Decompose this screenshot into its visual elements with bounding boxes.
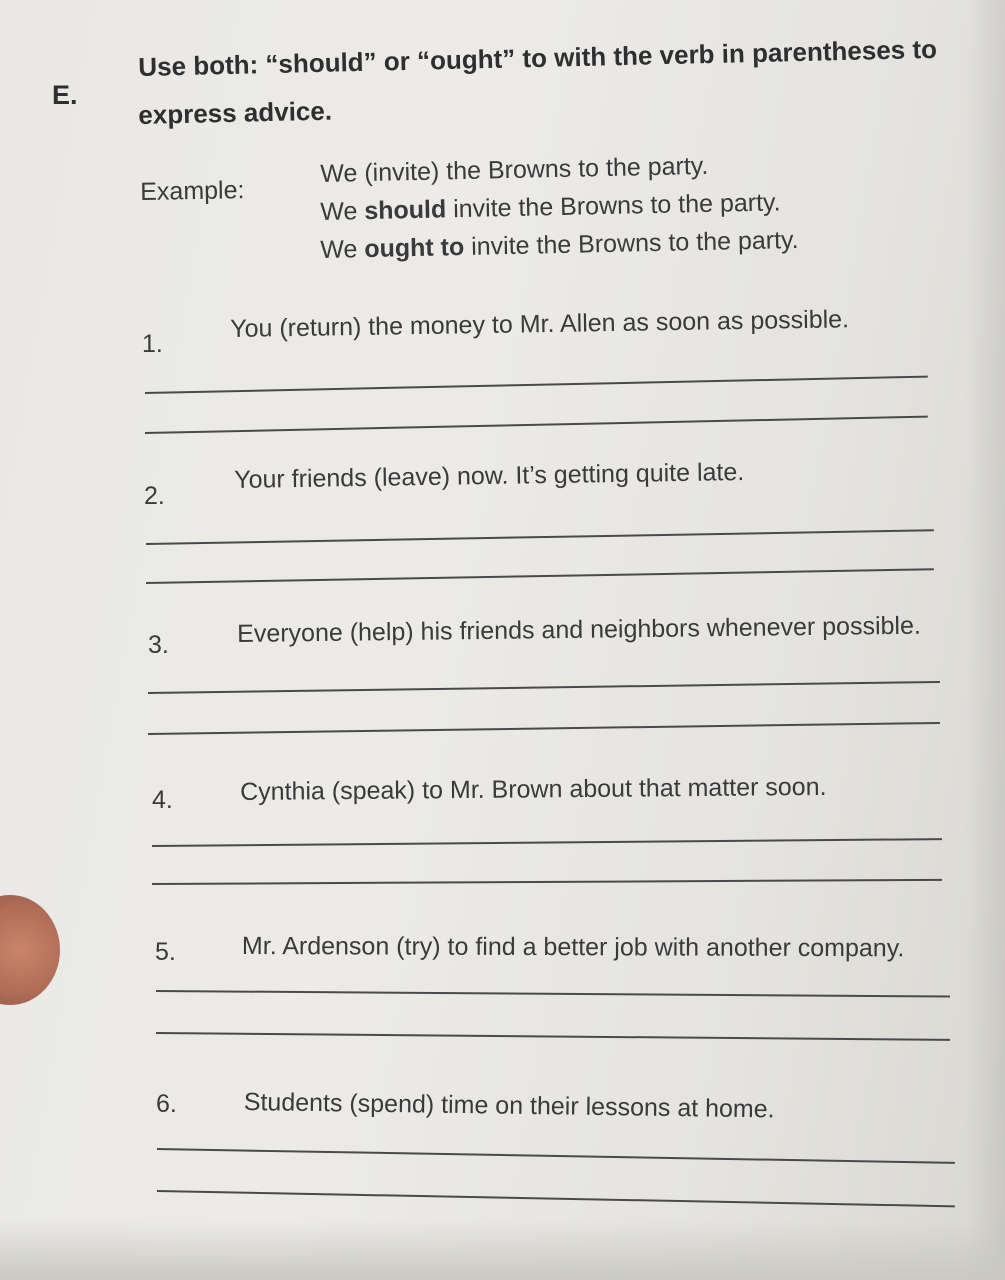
- item-4-sentence: Cynthia (speak) to Mr. Brown about that matter soon.: [240, 772, 827, 806]
- bottom-edge: [0, 1220, 1005, 1280]
- answer1-post: invite the Browns to the party.: [445, 188, 781, 224]
- item-6-number: 6.: [156, 1090, 177, 1118]
- item-4-number: 4.: [152, 786, 173, 814]
- instruction-line-1: Use both: “should” or “ought” to with the verb in parentheses to: [138, 33, 938, 82]
- item-1-answer-line-2[interactable]: [145, 416, 928, 434]
- item-3-answer-line-2[interactable]: [148, 722, 940, 735]
- thumb-holding-page: [0, 895, 60, 1005]
- item-6-answer-line-2[interactable]: [157, 1190, 955, 1207]
- item-5-answer-line-1[interactable]: [156, 990, 950, 997]
- item-1-answer-line-1[interactable]: [145, 376, 928, 394]
- item-2-answer-line-1[interactable]: [146, 529, 934, 544]
- answer2-post: invite the Browns to the party.: [463, 225, 799, 261]
- item-2-number: 2.: [144, 482, 165, 510]
- item-2-sentence: Your friends (leave) now. It’s getting quite late.: [234, 457, 745, 494]
- item-4-answer-line-2[interactable]: [152, 879, 942, 885]
- item-5-answer-line-2[interactable]: [156, 1032, 950, 1041]
- answer2-modal: ought to: [363, 232, 465, 264]
- item-2-answer-line-2[interactable]: [146, 568, 934, 583]
- item-4-answer-line-1[interactable]: [152, 838, 942, 846]
- item-1-sentence: You (return) the money to Mr. Allen as soon as possible.: [230, 305, 850, 343]
- item-3-sentence: Everyone (help) his friends and neighbors whenever possible.: [237, 611, 922, 648]
- item-5-sentence: Mr. Ardenson (try) to find a better job with another company.: [241, 932, 905, 963]
- answer1-pre: We: [320, 197, 365, 226]
- section-letter: E.: [52, 80, 78, 110]
- page-shadow: [965, 0, 1005, 1280]
- instruction-line-2: express advice.: [138, 95, 333, 130]
- item-6-sentence: Students (spend) time on their lessons at home.: [243, 1088, 775, 1124]
- answer2-pre: We: [320, 235, 365, 264]
- example-answer-should: [320, 188, 781, 227]
- example-answer-ought: [320, 226, 799, 265]
- example-label: Example:: [140, 176, 245, 206]
- example-prompt: We (invite) the Browns to the party.: [320, 151, 709, 188]
- item-3-number: 3.: [148, 631, 169, 659]
- item-1-number: 1.: [142, 330, 163, 358]
- item-3-answer-line-1[interactable]: [148, 681, 940, 694]
- item-6-answer-line-1[interactable]: [157, 1148, 955, 1164]
- answer1-modal: should: [363, 195, 447, 226]
- item-5-number: 5.: [155, 938, 176, 966]
